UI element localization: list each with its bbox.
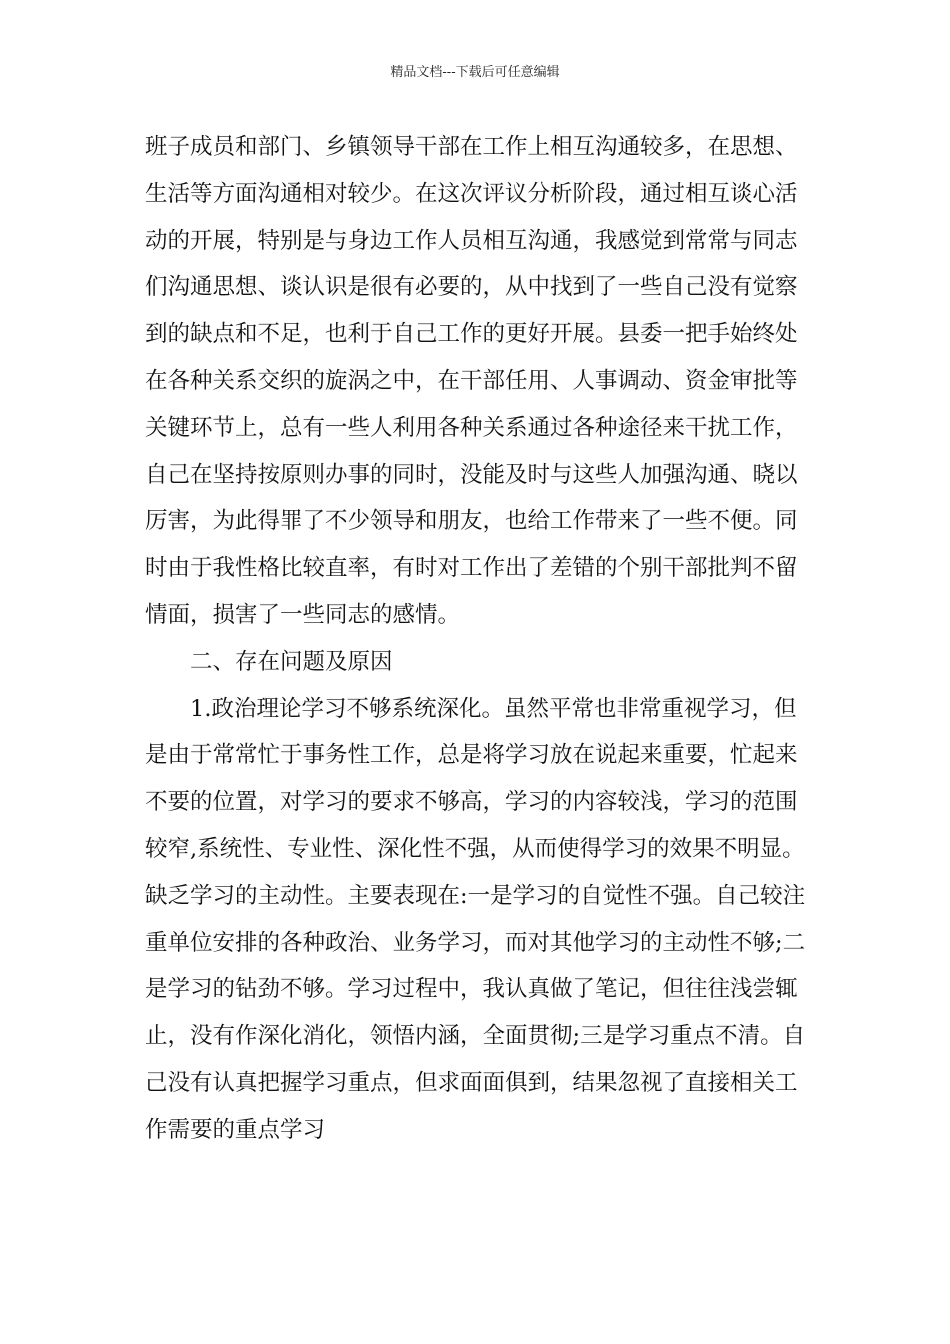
text-line: 厉害，为此得罪了不少领导和朋友，也给工作带来了一些不便。同 xyxy=(145,508,798,535)
text-line: 止，没有作深化消化，领悟内涵，全面贯彻;三是学习重点不清。自 xyxy=(145,1023,806,1050)
text-line: 生活等方面沟通相对较少。在这次评议分析阶段，通过相互谈心活 xyxy=(145,180,798,207)
text-line: 重单位安排的各种政治、业务学习，而对其他学习的主动性不够;二 xyxy=(145,929,806,956)
text-line: 不要的位置，对学习的要求不够高，学习的内容较浅，学习的范围 xyxy=(145,789,798,816)
section-heading: 二、存在问题及原因 xyxy=(190,648,393,675)
text-line: 时由于我性格比较直率，有时对工作出了差错的个别干部批判不留 xyxy=(145,555,798,582)
text-line: 缺乏学习的主动性。主要表现在:一是学习的自觉性不强。自己较注 xyxy=(145,882,806,909)
document-body xyxy=(145,124,811,1154)
text-line: 关键环节上，总有一些人利用各种关系通过各种途径来干扰工作， xyxy=(145,414,798,441)
text-line: 己没有认真把握学习重点，但求面面俱到，结果忽视了直接相关工 xyxy=(145,1069,798,1096)
text-line: 到的缺点和不足，也利于自己工作的更好开展。县委一把手始终处 xyxy=(145,321,798,348)
page-header: 精品文档---下载后可任意编辑 xyxy=(390,65,560,80)
text-line: 们沟通思想、谈认识是很有必要的，从中找到了一些自己没有觉察 xyxy=(145,274,798,301)
text-line: 动的开展，特别是与身边工作人员相互沟通，我感觉到常常与同志 xyxy=(145,227,798,254)
text-line: 是学习的钻劲不够。学习过程中，我认真做了笔记，但往往浅尝辄 xyxy=(145,976,798,1003)
text-line: 自己在坚持按原则办事的同时，没能及时与这些人加强沟通、晓以 xyxy=(145,461,798,488)
text-line: 作需要的重点学习 xyxy=(145,1116,326,1143)
text-line: 情面，损害了一些同志的感情。 xyxy=(145,601,461,628)
text-line: 在各种关系交织的旋涡之中，在干部任用、人事调动、资金审批等 xyxy=(145,367,798,394)
text-line: 是由于常常忙于事务性工作，总是将学习放在说起来重要，忙起来 xyxy=(145,742,798,769)
text-line: 较窄,系统性、专业性、深化性不强，从而使得学习的效果不明显。 xyxy=(145,835,805,862)
text-line: 班子成员和部门、乡镇领导干部在工作上相互沟通较多，在思想、 xyxy=(145,134,798,160)
text-line: 1.政治理论学习不够系统深化。虽然平常也非常重视学习，但 xyxy=(190,695,797,722)
